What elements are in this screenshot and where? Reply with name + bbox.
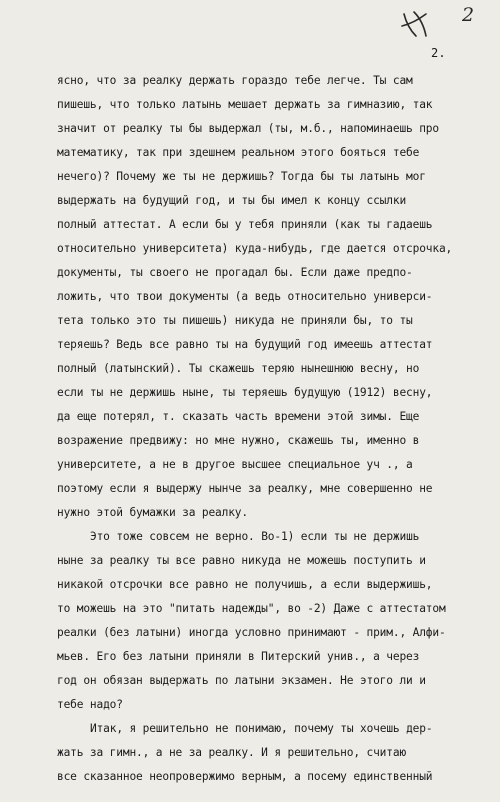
text-line: возражение предвижу: но мне нужно, скажешь ты, именно в bbox=[57, 434, 420, 447]
text-line: нужно этой бумажки за реалку. bbox=[57, 506, 248, 519]
handwritten-page-number: 2 bbox=[462, 4, 475, 26]
typed-page-number: 2. bbox=[431, 46, 446, 60]
text-line: поэтому если я выдержу нынче за реалку, мне совершенно не bbox=[57, 482, 433, 495]
text-line: жать за гимн., а не за реалку. И я решительно, считаю bbox=[57, 746, 407, 759]
text-line: университете, а не в другое высшее специальное уч ., а bbox=[57, 458, 413, 471]
text-line: Это тоже совсем не верно. Во-1) если ты не держишь bbox=[90, 530, 420, 543]
text-line: пишешь, что только латынь мешает держать за гимназию, так bbox=[57, 98, 433, 111]
text-line: все сказанное неопровержимо верным, а посему единственный bbox=[57, 770, 433, 783]
text-line: то можешь на это "питать надежды", во -2) Даже с аттестатом bbox=[57, 602, 446, 615]
text-line: относительно университета) куда-нибудь, где дается отсрочка, bbox=[57, 242, 453, 255]
text-line: ясно, что за реалку держать гораздо тебе легче. Ты сам bbox=[57, 74, 413, 87]
text-line: выдержать на будущий год, и ты бы имел к концу ссылки bbox=[57, 194, 407, 207]
handwritten-annotation-mark bbox=[396, 8, 456, 42]
text-line: математику, так при здешнем реальном этого бояться тебе bbox=[57, 146, 420, 159]
text-line: мьев. Его без латыни приняли в Питерский унив., а через bbox=[57, 650, 420, 663]
text-line: реалки (без латыни) иногда условно принимают - прим., Алфи- bbox=[57, 626, 446, 639]
text-line: тета только это ты пишешь) никуда не приняли бы, то ты bbox=[57, 314, 413, 327]
text-line: ложить, что твои документы (а ведь относительно универси- bbox=[57, 290, 433, 303]
text-line: да еще потерял, т. сказать часть времени этой зимы. Еще bbox=[57, 410, 420, 423]
text-line: документы, ты своего не прогадал бы. Если даже предпо- bbox=[57, 266, 413, 279]
text-line: год он обязан выдержать по латыни экзамен. Не этого ли и bbox=[57, 674, 426, 687]
text-line: полный (латынский). Ты скажешь теряю нынешнюю весну, но bbox=[57, 362, 420, 375]
text-line: если ты не держишь ныне, ты теряешь будущую (1912) весну, bbox=[57, 386, 433, 399]
text-line: полный аттестат. А если бы у тебя приняли (как ты гадаешь bbox=[57, 218, 433, 231]
text-line: Итак, я решительно не понимаю, почему ты хочешь дер- bbox=[90, 722, 433, 735]
text-line: никакой отсрочки все равно не получишь, а если выдержишь, bbox=[57, 578, 433, 591]
text-line: ныне за реалку ты все равно никуда не можешь поступить и bbox=[57, 554, 426, 567]
text-line: нечего)? Почему же ты не держишь? Тогда бы ты латынь мог bbox=[57, 170, 426, 183]
text-line: тебе надо? bbox=[57, 698, 123, 711]
text-line: значит от реалку ты бы выдержал (ты, м.б., напоминаешь про bbox=[57, 122, 439, 135]
text-line: теряешь? Ведь все равно ты на будущий год имеешь аттестат bbox=[57, 338, 433, 351]
